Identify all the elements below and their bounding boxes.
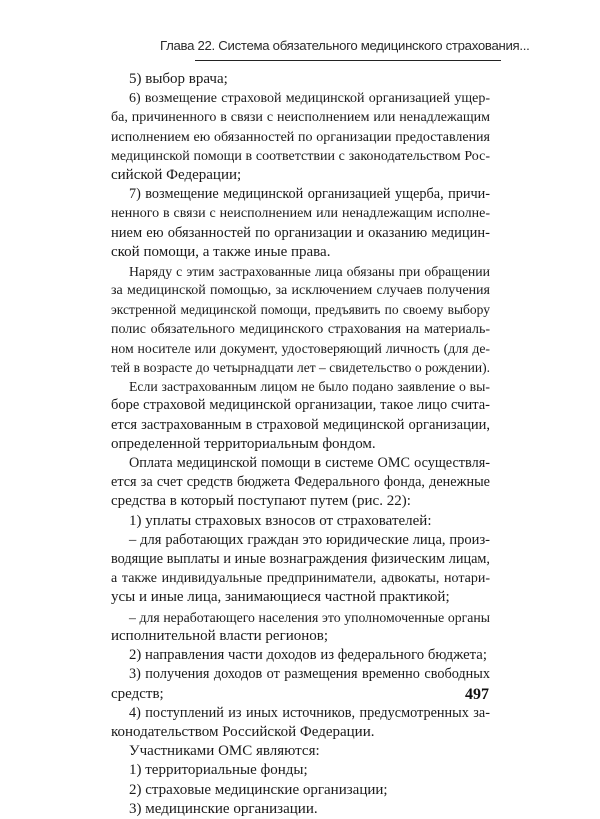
text-line: полис обязательного медицинского страхования на материаль- [111,321,490,337]
text-line: водящие выплаты и иные вознаграждения физическим лицам, [111,551,490,568]
text-line: средства в который поступают путем (рис. 22): [111,493,411,510]
text-line: ненного в связи с неисполнением или ненадлежащим исполне- [111,206,490,222]
text-line: 3) медицинские организации. [129,800,318,817]
text-line: 7) возмещение медицинской организацией ущерба, причи- [129,186,490,203]
text-line: тей в возрасте до четырнадцати лет – свидетельство о рождении). [111,360,490,376]
text-line: Наряду с этим застрахованные лица обязаны при обращении [129,264,490,280]
text-line: боре страховой медицинской организации, такое лицо счита- [111,397,490,414]
text-line: за медицинской помощью, за исключением случаев получения [111,283,490,299]
page-number: 497 [465,686,489,703]
text-line: исполнительной власти регионов; [111,627,329,644]
text-line: определенной территориальным фондом. [111,435,376,452]
text-line: Оплата медицинской помощи в системе ОМС осуществля- [129,455,490,472]
page-body [111,70,490,819]
text-line: ется застрахованным в страховой медицинской организации, [111,416,490,433]
text-line: медицинской помощи в соответствии с законодательством Рос- [111,148,490,164]
text-line: – для работающих граждан это юридические лица, произ- [129,531,490,548]
text-line: 6) возмещение страховой медицинской организацией ущер- [129,91,490,107]
text-line: Если застрахованным лицом не было подано заявление о вы- [129,379,490,395]
running-head: Глава 22. Система обязательного медицинского страхования... [160,38,530,53]
text-line: средств; [111,685,164,702]
text-line: 1) уплаты страховых взносов от страхователей: [129,512,432,529]
text-line: Участниками ОМС являются: [129,743,320,760]
text-line: – для неработающего населения это уполномоченные органы [129,609,490,625]
text-line: конодательством Российской Федерации. [111,723,375,740]
text-line: нием ею обязанностей по организации и оказанию медицин- [111,224,490,241]
text-line: ба, причиненного в связи с неисполнением или ненадлежащим [111,110,490,126]
text-line: 3) получения доходов от размещения временно свободных [129,666,490,683]
text-line: ской помощи, а также иные права. [111,243,331,260]
text-line: 4) поступлений из иных источников, предусмотренных за- [129,704,490,721]
text-line: ном носителе или документ, удостоверяющий личность (для де- [111,340,490,356]
text-line: экстренной медицинской помощи, предъявить по своему выбору [111,302,490,318]
text-line: 2) направления части доходов из федерального бюджета; [129,647,487,664]
text-line: а также индивидуальные предприниматели, адвокаты, нотари- [111,571,490,587]
text-line: исполнением ею обязанностей по организации предоставления [111,129,490,145]
text-line: 1) территориальные фонды; [129,762,308,779]
text-line: сийской Федерации; [111,167,242,184]
text-line: 5) выбор врача; [129,71,228,87]
text-line: 2) страховые медицинские организации; [129,781,388,798]
text-line: усы и иные лица, занимающиеся частной практикой; [111,589,450,606]
text-line: ется за счет средств бюджета Федерального фонда, денежные [111,474,490,491]
header-rule [195,60,501,61]
